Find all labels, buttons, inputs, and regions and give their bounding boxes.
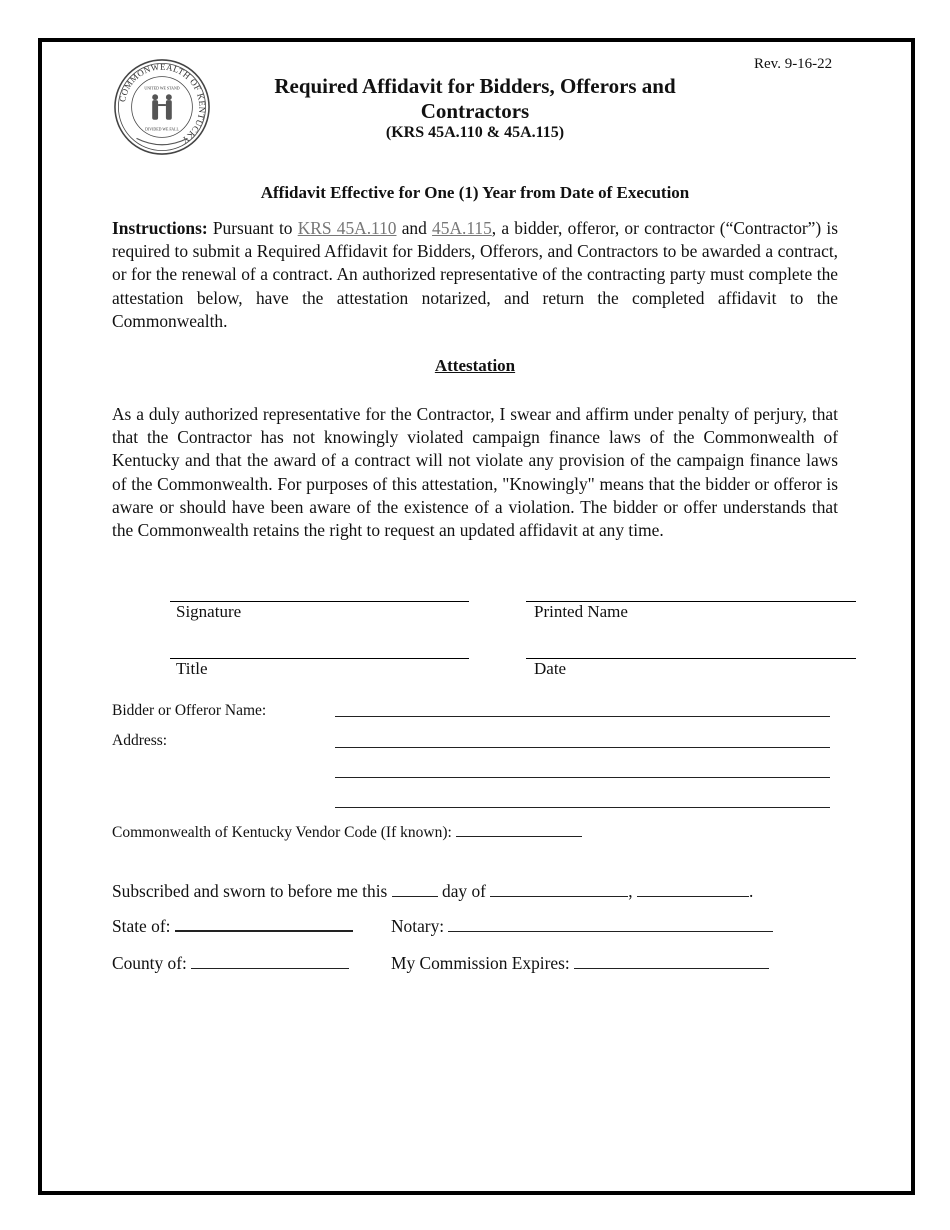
instructions-text-mid: and bbox=[396, 218, 433, 238]
printed-name-label: Printed Name bbox=[534, 602, 628, 621]
period-text: . bbox=[749, 881, 754, 901]
county-of-row bbox=[112, 953, 349, 974]
signature-label: Signature bbox=[176, 602, 242, 621]
date-label: Date bbox=[534, 659, 567, 678]
attestation-body: As a duly authorized representative for the Contractor, I swear and affirm under penalty of perjury, that that the Contractor has not knowingly violated campaign finance laws of the Commonwealth of Kentucky and that the award of a contract will not violate any provision of the campaign finance laws of the Commonwealth. For purposes of this attestation, "Knowingly" means that the bidder or offeror is aware or should have been aware of the existence of a violation. The bidder or offer understands that the Commonwealth retains the right to request an updated affidavit at any time. bbox=[112, 404, 838, 541]
comma-text: , bbox=[628, 881, 637, 901]
day-of-text: day of bbox=[437, 881, 491, 901]
krs-45a110-link[interactable]: KRS 45A.110 bbox=[297, 218, 397, 238]
title-label: Title bbox=[176, 659, 208, 678]
state-of-row bbox=[112, 916, 353, 937]
bidder-name-label: Bidder or Offeror Name: bbox=[112, 702, 267, 719]
state-field[interactable] bbox=[175, 916, 353, 932]
statute-reference: (KRS 45A.110 & 45A.115) bbox=[385, 124, 565, 141]
day-field[interactable] bbox=[392, 882, 438, 897]
notary-field[interactable] bbox=[448, 917, 773, 932]
commission-expires-field[interactable] bbox=[574, 954, 769, 969]
month-field[interactable] bbox=[490, 882, 628, 897]
subscribed-sworn-line bbox=[112, 881, 753, 902]
notary-row bbox=[391, 916, 773, 937]
seal-motto-bottom: DIVIDED WE FALL bbox=[145, 127, 179, 132]
krs-45a115-link[interactable]: 45A.115 bbox=[432, 218, 492, 238]
instructions-paragraph bbox=[112, 217, 838, 333]
vendor-code-label bbox=[112, 822, 582, 842]
commission-row bbox=[391, 953, 769, 974]
subscribed-text: Subscribed and sworn to before me this bbox=[112, 881, 392, 901]
instructions-lead: Instructions: bbox=[112, 218, 208, 238]
document-title: Required Affidavit for Bidders, Offerors and Contractors bbox=[274, 74, 676, 123]
title-line[interactable] bbox=[170, 658, 469, 659]
kentucky-seal-logo bbox=[113, 58, 211, 156]
instructions-text-post: , a bidder, offeror, or contractor (“Contractor”) is required to submit a Required Affidavit for Bidders, Offerors, and Contractors to be awarded a contract, or for the renewal of a contract. An authorized representative of the contracting party must complete the attestation below, have the attestation notarized, and return the completed affidavit to the Commonwealth. bbox=[112, 218, 839, 331]
attestation-heading: Attestation bbox=[434, 356, 516, 375]
notary-label: Notary: bbox=[391, 916, 449, 936]
address-label: Address: bbox=[112, 732, 168, 749]
seal-outer-text: COMMONWEALTH OF KENTUCKY bbox=[117, 61, 208, 146]
instructions-text-pre: Pursuant to bbox=[207, 218, 298, 238]
county-field[interactable] bbox=[191, 954, 349, 969]
bidder-name-field[interactable] bbox=[335, 716, 830, 717]
address-line-3[interactable] bbox=[335, 807, 830, 808]
address-line-1[interactable] bbox=[335, 747, 830, 748]
page-border bbox=[38, 38, 915, 1195]
date-line[interactable] bbox=[526, 658, 856, 659]
vendor-code-field[interactable] bbox=[456, 822, 582, 837]
county-of-label: County of: bbox=[112, 953, 192, 973]
revision-label: Rev. 9-16-22 bbox=[754, 56, 833, 72]
effective-note: Affidavit Effective for One (1) Year from Date of Execution bbox=[260, 183, 690, 202]
commission-expires-label: My Commission Expires: bbox=[391, 953, 575, 973]
address-line-2[interactable] bbox=[335, 777, 830, 778]
year-field[interactable] bbox=[637, 882, 749, 897]
seal-motto-top: UNITED WE STAND bbox=[144, 86, 180, 91]
state-of-label: State of: bbox=[112, 916, 175, 936]
vendor-code-text: Commonwealth of Kentucky Vendor Code (If known): bbox=[112, 824, 452, 841]
